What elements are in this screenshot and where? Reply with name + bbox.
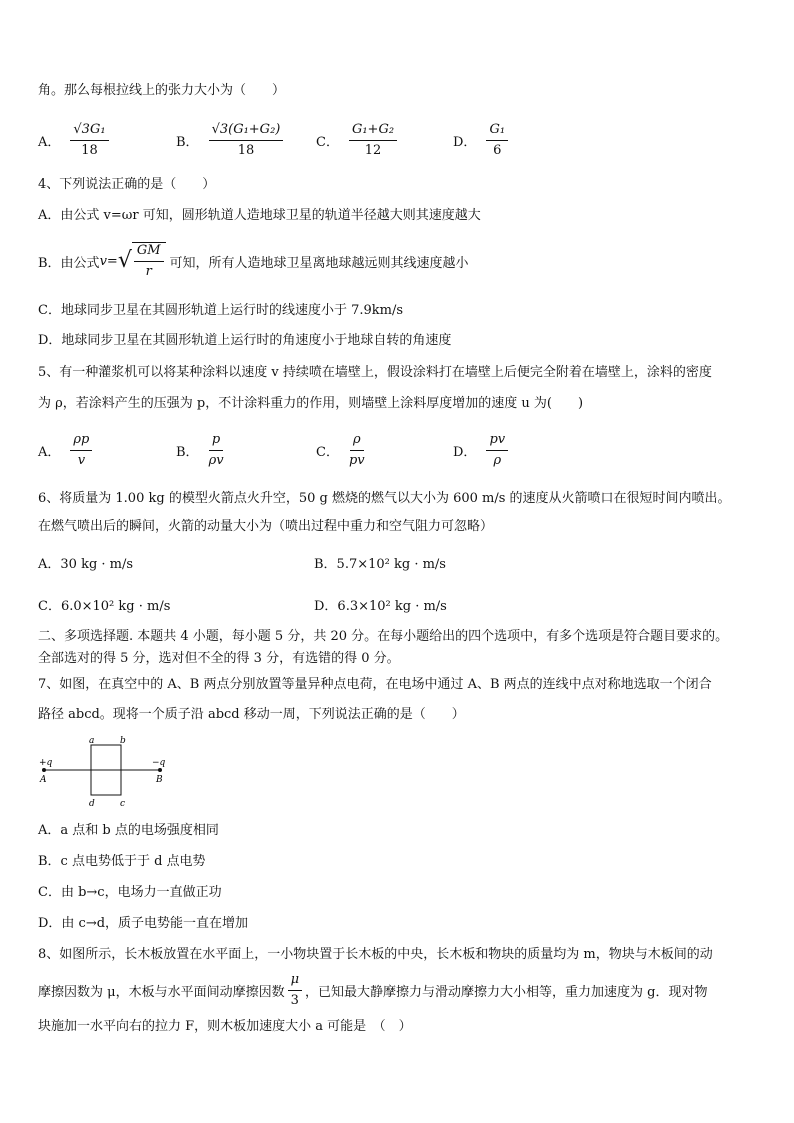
charge-b-dot (158, 768, 162, 772)
q6-stem-line2: 在燃气喷出后的瞬间，火箭的动量大小为（喷出过程中重力和空气阻力可忽略） (38, 519, 494, 534)
q5-option-d[interactable]: D． $\frac{pv}{\rho}$ (453, 432, 508, 469)
section2-heading-line1: 二、多项选择题. 本题共 4 小题，每小题 5 分，共 20 分。在每小题给出的四个选项中，有多个选项是符合题目要求的。 (38, 629, 729, 644)
label-minus-q: −q (152, 758, 166, 768)
label-a: a (89, 736, 95, 746)
q8-stem-line3: 块施加一水平向右的拉力 F，则木板加速度大小 a 可能是 （ ） (38, 1019, 412, 1034)
q6-option-d[interactable]: D．6.3×10² kg · m/s (314, 599, 447, 614)
q3-stem-tail: 角。那么每根拉线上的张力大小为（ ） (38, 83, 286, 98)
q6-stem-line1: 6、将质量为 1.00 kg 的模型火箭点火升空，50 g 燃烧的燃气以大小为 600 m/s 的速度从火箭喷口在很短时间内喷出。 (38, 491, 731, 506)
label-c: c (120, 799, 126, 809)
section2-heading-line2: 全部选对的得 5 分，选对但不全的得 3 分，有选错的得 0 分。 (38, 651, 400, 666)
label-A: A (40, 775, 47, 785)
q4-option-a[interactable]: A．由公式 v=ωr 可知，圆形轨道人造地球卫星的轨道半径越大则其速度越大 (38, 208, 481, 223)
q4-stem: 4、下列说法正确的是（ ） (38, 177, 216, 192)
charge-a-dot (42, 768, 46, 772)
q3-option-b-fraction: $\frac{\text{√3(G₁+G₂)}}{18}$ (209, 122, 284, 159)
q3-option-d[interactable]: D． $\frac{\text{G₁}}{6}$ (453, 122, 508, 159)
q4-option-c[interactable]: C．地球同步卫星在其圆形轨道上运行时的线速度小于 7.9km/s (38, 303, 404, 318)
q5-stem-line1: 5、有一种灌浆机可以将某种涂料以速度 v 持续喷在墙壁上，假设涂料打在墙壁上后便完全附着在墙壁上，涂料的密度 (38, 365, 712, 380)
q3-option-d-fraction: $\frac{\text{G₁}}{6}$ (486, 122, 508, 159)
q7-option-c[interactable]: C．由 b→c，电场力一直做正功 (38, 885, 222, 900)
q6-option-a[interactable]: A．30 kg · m/s (38, 557, 134, 572)
q8-stem-line2: 摩擦因数为 μ，木板与水平面间动摩擦因数 $\frac{\mu}{3}$ ，已知最大静摩擦力与滑动摩擦力大小相等，重力加速度为 g．现对物 (38, 972, 708, 1008)
q3-option-c-fraction: $\frac{\text{G₁+G₂}}{12}$ (349, 122, 397, 159)
q3-option-a[interactable]: A． $\frac{\text{√3G₁}}{18}$ (38, 122, 109, 159)
q3-option-b[interactable]: B． $\frac{\text{√3(G₁+G₂)}}{18}$ (176, 122, 283, 159)
q7-stem-line2: 路径 abcd。现将一个质子沿 abcd 移动一周，下列说法正确的是（ ） (38, 707, 465, 722)
q5-option-c[interactable]: C． $\frac{\rho}{pv}$ (316, 432, 365, 468)
q6-option-b[interactable]: B．5.7×10² kg · m/s (314, 557, 446, 572)
sqrt-formula: √ $\frac{GM}{r}$ (118, 242, 166, 280)
label-d: d (89, 799, 95, 809)
q5-stem-line2: 为 ρ，若涂料产生的压强为 p，不计涂料重力的作用，则墙壁上涂料厚度增加的速度 u 为( ) (38, 396, 584, 411)
q3-option-a-fraction: $\frac{\text{√3G₁}}{18}$ (70, 122, 108, 159)
q3-option-c[interactable]: C． $\frac{\text{G₁+G₂}}{12}$ (316, 122, 397, 159)
q7-option-d[interactable]: D．由 c→d，质子电势能一直在增加 (38, 916, 249, 931)
q4-option-b[interactable]: B．由公式 v= √ $\frac{GM}{r}$ 可知，所有人造地球卫星离地球越远则其线速度越小 (38, 243, 469, 279)
q4-option-d[interactable]: D．地球同步卫星在其圆形轨道上运行时的角速度小于地球自转的角速度 (38, 333, 452, 348)
q7-option-a[interactable]: A．a 点和 b 点的电场强度相同 (38, 823, 219, 838)
label-B: B (156, 775, 163, 785)
q7-stem-line1: 7、如图，在真空中的 A、B 两点分别放置等量异种点电荷，在电场中通过 A、B 两点的连线中点对称地选取一个闭合 (38, 677, 712, 692)
label-b: b (120, 736, 126, 746)
q7-charge-figure (36, 734, 176, 810)
q5-option-b[interactable]: B． $\frac{p}{\rho v}$ (176, 432, 224, 468)
q7-option-b[interactable]: B．c 点电势低于于 d 点电势 (38, 854, 206, 869)
q8-stem-line1: 8、如图所示，长木板放置在水平面上，一小物块置于长木板的中央，长木板和物块的质量均为 m，物块与木板间的动 (38, 947, 713, 962)
q5-option-a[interactable]: A． $\frac{\rho p}{v}$ (38, 432, 92, 469)
label-plus-q: +q (39, 758, 53, 768)
q6-option-c[interactable]: C．6.0×10² kg · m/s (38, 599, 171, 614)
